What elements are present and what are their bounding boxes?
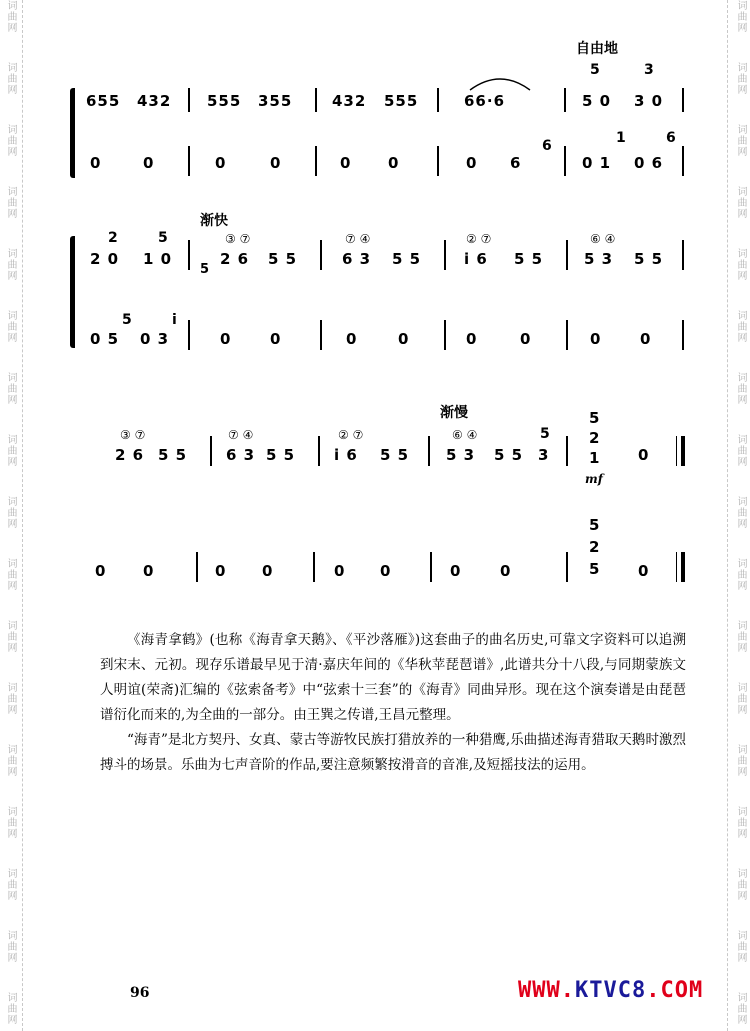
- fingering: ⑥ ④: [452, 428, 478, 442]
- note-group: 432: [137, 92, 172, 110]
- watermark: 词曲网: [735, 0, 746, 33]
- note-group: 5 3: [584, 250, 614, 268]
- note-group: i 6: [334, 446, 358, 464]
- barline: [444, 320, 446, 350]
- dynamic-mark: mf: [585, 472, 603, 486]
- barline: [566, 240, 568, 270]
- note: 0: [270, 154, 282, 172]
- note: 0: [638, 446, 650, 464]
- watermark: 词曲网: [5, 620, 16, 653]
- note-group: 0 5: [90, 330, 120, 348]
- barline: [210, 436, 212, 466]
- barline: [320, 240, 322, 270]
- barline: [320, 320, 322, 350]
- note: 0: [270, 330, 282, 348]
- tempo-faster: 渐快: [200, 213, 228, 229]
- note: 0: [340, 154, 352, 172]
- note-group: 5 5: [158, 446, 188, 464]
- watermark: 词曲网: [5, 744, 16, 777]
- system-brace: [70, 88, 75, 178]
- grace-note: 5: [200, 262, 211, 277]
- note: 0: [346, 330, 358, 348]
- barline: [196, 552, 198, 582]
- barline: [437, 146, 439, 176]
- watermark: 词曲网: [5, 558, 16, 591]
- tempo-free: 自由地: [576, 41, 618, 57]
- note-group: 66·6: [464, 92, 506, 110]
- note-group: 6 3: [342, 250, 372, 268]
- final-barline-thick: [681, 552, 685, 582]
- watermark: 词曲网: [735, 186, 746, 219]
- note: 0: [220, 330, 232, 348]
- note: 0: [638, 562, 650, 580]
- note: 0: [95, 562, 107, 580]
- final-barline-thin: [676, 436, 677, 466]
- watermark: 词曲网: [5, 806, 16, 839]
- barline: [428, 436, 430, 466]
- note: 0: [398, 330, 410, 348]
- watermark: 词曲网: [735, 248, 746, 281]
- watermark: 词曲网: [735, 930, 746, 963]
- site-prefix: WWW.: [518, 978, 575, 1003]
- site-suffix: .COM: [646, 978, 704, 1003]
- fingering: ③ ⑦: [225, 232, 251, 246]
- watermark: 词曲网: [5, 124, 16, 157]
- watermark: 词曲网: [5, 496, 16, 529]
- fingering: ⑦ ④: [345, 232, 371, 246]
- note-group: 5 5: [514, 250, 544, 268]
- note-group: 355: [258, 92, 293, 110]
- watermark: 词曲网: [735, 434, 746, 467]
- description: [100, 628, 686, 778]
- note: 6: [510, 154, 522, 172]
- note-group: 2 0: [90, 250, 120, 268]
- system-brace: [70, 236, 75, 348]
- chord-note: 2: [589, 429, 601, 447]
- note-group: 1 0: [143, 250, 173, 268]
- note-group: 6 3: [226, 446, 256, 464]
- note-group: 0 3: [140, 330, 170, 348]
- fingering: ⑥ ④: [590, 232, 616, 246]
- barline: [315, 88, 317, 112]
- note-group: 3 0: [634, 92, 664, 110]
- barline: [682, 88, 684, 112]
- watermark: 词曲网: [735, 806, 746, 839]
- chord-note: 5: [589, 409, 601, 427]
- slur: [466, 72, 536, 92]
- chord-note: 5: [589, 560, 601, 578]
- note: 0: [640, 330, 652, 348]
- watermark: 词曲网: [5, 930, 16, 963]
- note-group: 5 5: [268, 250, 298, 268]
- note-group: 5 0: [582, 92, 612, 110]
- note-group: 432: [332, 92, 367, 110]
- grace-note: 5: [540, 426, 551, 442]
- watermark: 词曲网: [5, 434, 16, 467]
- note: 0: [215, 562, 227, 580]
- watermark: 词曲网: [5, 682, 16, 715]
- note-group: 2 6: [220, 250, 250, 268]
- note: 0 1: [582, 154, 612, 172]
- watermark: 词曲网: [735, 372, 746, 405]
- barline: [437, 88, 439, 112]
- watermark: 词曲网: [5, 868, 16, 901]
- barline: [682, 240, 684, 270]
- fingering: ⑦ ④: [228, 428, 254, 442]
- note-group: 2 6: [115, 446, 145, 464]
- watermark: 词曲网: [735, 744, 746, 777]
- watermark: 词曲网: [5, 992, 16, 1025]
- site-name: KTVC8: [574, 978, 647, 1003]
- watermark: 词曲网: [5, 62, 16, 95]
- note: 0: [590, 330, 602, 348]
- note: 0: [388, 154, 400, 172]
- final-barline-thin: [676, 552, 677, 582]
- watermark: 词曲网: [735, 620, 746, 653]
- grace-note: i: [172, 312, 178, 328]
- watermark: 词曲网: [735, 310, 746, 343]
- fingering: ③ ⑦: [120, 428, 146, 442]
- note: 0: [262, 562, 274, 580]
- fingering: ② ⑦: [338, 428, 364, 442]
- note-group: 5 3: [446, 446, 476, 464]
- note-group: 555: [207, 92, 242, 110]
- description-paragraph: 《海青拿鹤》(也称《海青拿天鹅》、《平沙落雁》)这套曲子的曲名历史,可靠文字资料可以追溯到宋末、元初。现存乐谱最早见于清·嘉庆年间的《华秋苹琵琶谱》,此谱共分十八段,与同期蒙族文人明谊(荣斋)汇编的《弦索备考》中“弦索十三套”的《海青》同曲异形。现在这个演奏谱是由琵琶谱衍化而来的,为全曲的一部分。由王巽之传谱,王昌元整理。: [100, 632, 686, 723]
- watermark: 词曲网: [5, 372, 16, 405]
- note-group: 5 5: [392, 250, 422, 268]
- grace-note: 5: [590, 62, 601, 78]
- grace-note: 1: [616, 130, 627, 146]
- grace-note: 6: [542, 138, 553, 154]
- chord-note: 1: [589, 449, 601, 467]
- barline: [564, 88, 566, 112]
- watermark: 词曲网: [5, 186, 16, 219]
- watermark: 词曲网: [735, 558, 746, 591]
- note: 0: [380, 562, 392, 580]
- page-number: 96: [130, 985, 150, 1001]
- note: 0: [334, 562, 346, 580]
- note: 0: [520, 330, 532, 348]
- barline: [188, 240, 190, 270]
- note: 3: [538, 446, 550, 464]
- fingering: ② ⑦: [466, 232, 492, 246]
- barline: [566, 436, 568, 466]
- note: 0: [466, 330, 478, 348]
- note: 0: [90, 154, 102, 172]
- barline: [682, 146, 684, 176]
- watermark: 词曲网: [735, 992, 746, 1025]
- barline: [444, 240, 446, 270]
- barline: [566, 552, 568, 582]
- note: 0: [450, 562, 462, 580]
- grace-note: 5: [158, 230, 169, 246]
- watermark: 词曲网: [735, 682, 746, 715]
- note: 0 6: [634, 154, 664, 172]
- final-barline-thick: [681, 436, 685, 466]
- watermark: 词曲网: [735, 496, 746, 529]
- note-group: 5 5: [380, 446, 410, 464]
- grace-note: 5: [122, 312, 133, 328]
- barline: [566, 320, 568, 350]
- barline: [188, 146, 190, 176]
- note-group: 655: [86, 92, 121, 110]
- grace-note: 2: [108, 230, 119, 246]
- note: 0: [143, 562, 155, 580]
- watermark: 词曲网: [735, 124, 746, 157]
- note: 0: [143, 154, 155, 172]
- grace-note: 6: [666, 130, 677, 146]
- note-group: i 6: [464, 250, 488, 268]
- note-group: 5 5: [266, 446, 296, 464]
- watermark: 词曲网: [735, 868, 746, 901]
- grace-note: 3: [644, 62, 655, 78]
- note-group: 5 5: [634, 250, 664, 268]
- barline: [188, 88, 190, 112]
- site-logo: [518, 978, 703, 1003]
- barline: [430, 552, 432, 582]
- note-group: 5 5: [494, 446, 524, 464]
- chord-note: 2: [589, 538, 601, 556]
- barline: [564, 146, 566, 176]
- tempo-slower: 渐慢: [440, 405, 468, 421]
- barline: [313, 552, 315, 582]
- barline: [315, 146, 317, 176]
- watermark: 词曲网: [735, 62, 746, 95]
- watermark: 词曲网: [5, 310, 16, 343]
- note-group: 555: [384, 92, 419, 110]
- barline: [682, 320, 684, 350]
- barline: [318, 436, 320, 466]
- watermark: 词曲网: [5, 248, 16, 281]
- barline: [188, 320, 190, 350]
- chord-note: 5: [589, 516, 601, 534]
- description-paragraph: “海青”是北方契丹、女真、蒙古等游牧民族打猎放养的一种猎鹰,乐曲描述海青猎取天鹅时激烈搏斗的场景。乐曲为七声音阶的作品,要注意频繁按滑音的音准,及短摇技法的运用。: [100, 732, 686, 773]
- note: 0: [215, 154, 227, 172]
- note: 0: [500, 562, 512, 580]
- note: 0: [466, 154, 478, 172]
- watermark: 词曲网: [5, 0, 16, 33]
